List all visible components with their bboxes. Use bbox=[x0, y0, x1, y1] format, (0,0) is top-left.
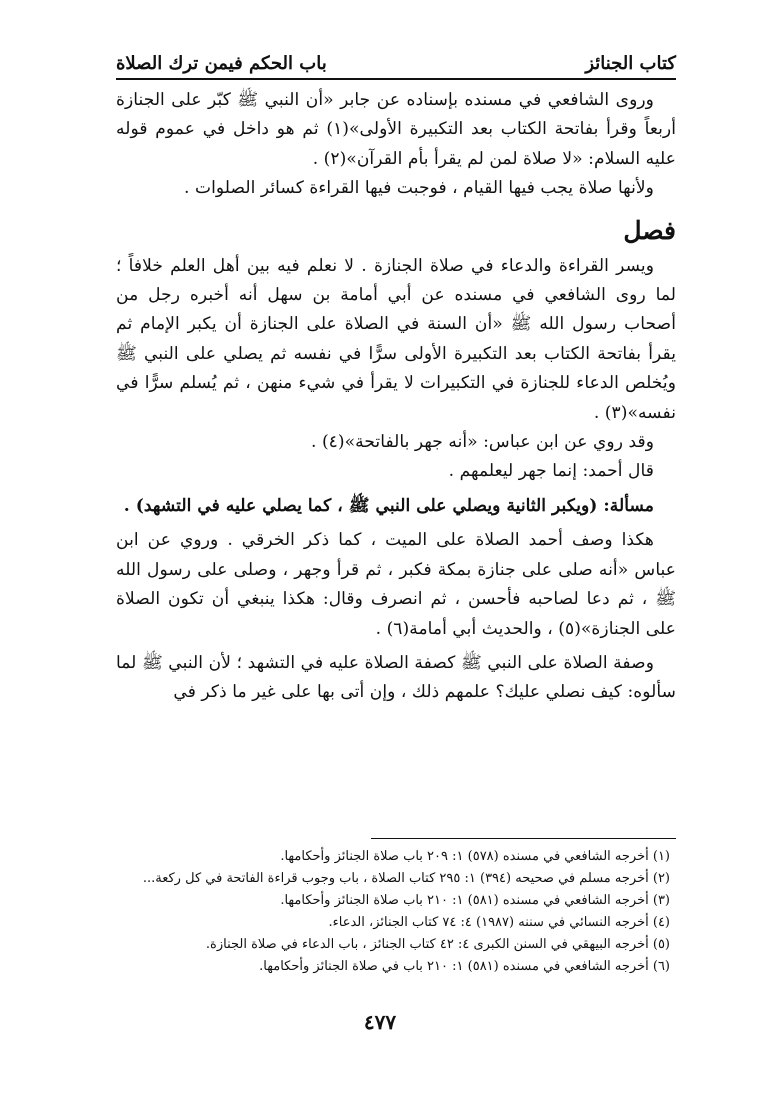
paragraph: هكذا وصف أحمد الصلاة على الميت ، كما ذكر الخرقي . وروي عن ابن عباس «أنه صلى على جنازة بمكة فكبر ، ثم قرأ وجهر ، وصلى على رسول الله ﷺ ، ثم دعا لصاحبه فأحسن ، ثم انصرف وقال: هكذا ينبغي أن تكون الصلاة على الجنازة»(٥) ، والحديث أبي أمامة(٦) . bbox=[116, 530, 676, 639]
paragraph: قال أحمد: إنما جهر ليعلمهم . bbox=[448, 461, 654, 482]
paragraph: وصفة الصلاة على النبي ﷺ كصفة الصلاة عليه في التشهد ؛ لأن النبي ﷺ لما سألوه: كيف نصلي عليك؟ علمهم ذلك ، وإن أتى بها على غير ما ذكر في bbox=[116, 652, 676, 703]
running-header bbox=[116, 40, 676, 78]
footnote: (٣) أخرجه الشافعي في مسنده (٥٨١) ١: ٢١٠ باب صلاة الجنائز وأحكامها. bbox=[280, 893, 670, 908]
paragraph: وقد روي عن ابن عباس: «أنه جهر بالفاتحة»(٤) . bbox=[311, 432, 654, 453]
page-number: ٤٧٧ bbox=[363, 1010, 397, 1034]
footnote: (٤) أخرجه النسائي في سننه (١٩٨٧) ٤: ٧٤ كتاب الجنائز، الدعاء. bbox=[328, 915, 670, 930]
footnote: (٦) أخرجه الشافعي في مسنده (٥٨١) ١: ٢١٠ باب في صلاة الجنائز وأحكامها. bbox=[259, 959, 670, 974]
main-text bbox=[116, 86, 676, 708]
header-divider bbox=[116, 78, 676, 80]
header-chapter-title: باب الحكم فيمن ترك الصلاة bbox=[116, 53, 327, 74]
footnote: (٢) أخرجه مسلم في صحيحه (٣٩٤) ١: ٢٩٥ كتاب الصلاة ، باب وجوب قراءة الفاتحة في كل ركعة... bbox=[142, 871, 670, 886]
paragraph: ويسر القراءة والدعاء في صلاة الجنازة . لا نعلم فيه بين أهل العلم خلافاً ؛ لما روى الشافعي في مسنده عن أبي أمامة بن سهل أنه أخبره رجل من أصحاب رسول الله ﷺ «أن السنة في الصلاة على الجنازة أن يكبر الإمام ثم يقرأ بفاتحة الكتاب بعد التكبيرة الأولى سرًّا في نفسه ثم يصلي على النبي ﷺ ويُخلص الدعاء للجنازة في التكبيرات لا يقرأ في شيء منهن ، ثم يُسلم سرًّا في نفسه»(٣) . bbox=[116, 255, 676, 423]
paragraph: ولأنها صلاة يجب فيها القيام ، فوجبت فيها القراءة كسائر الصلوات . bbox=[184, 178, 654, 199]
footnotes bbox=[140, 846, 670, 978]
footnote-divider bbox=[371, 838, 676, 839]
section-heading: فصل bbox=[623, 215, 676, 245]
footnote: (١) أخرجه الشافعي في مسنده (٥٧٨) ١: ٢٠٩ باب صلاة الجنائز وأحكامها. bbox=[280, 849, 670, 864]
issue-paragraph: مسألة: (ويكبر الثانية ويصلي على النبي ﷺ ، كما يصلي عليه في التشهد) . bbox=[123, 495, 654, 516]
paragraph: وروى الشافعي في مسنده بإسناده عن جابر «أن النبي ﷺ كبّر على الجنازة أربعاً وقرأ بفاتحة الكتاب بعد التكبيرة الأولى»(١) ثم هو داخل في عموم قوله عليه السلام: «لا صلاة لمن لم يقرأ بأم القرآن»(٢) . bbox=[116, 90, 676, 169]
footnote: (٥) أخرجه البيهقي في السنن الكبرى ٤: ٤٢ كتاب الجنائز ، باب الدعاء في صلاة الجنازة. bbox=[205, 937, 670, 952]
header-book-title: كتاب الجنائز bbox=[585, 53, 676, 74]
